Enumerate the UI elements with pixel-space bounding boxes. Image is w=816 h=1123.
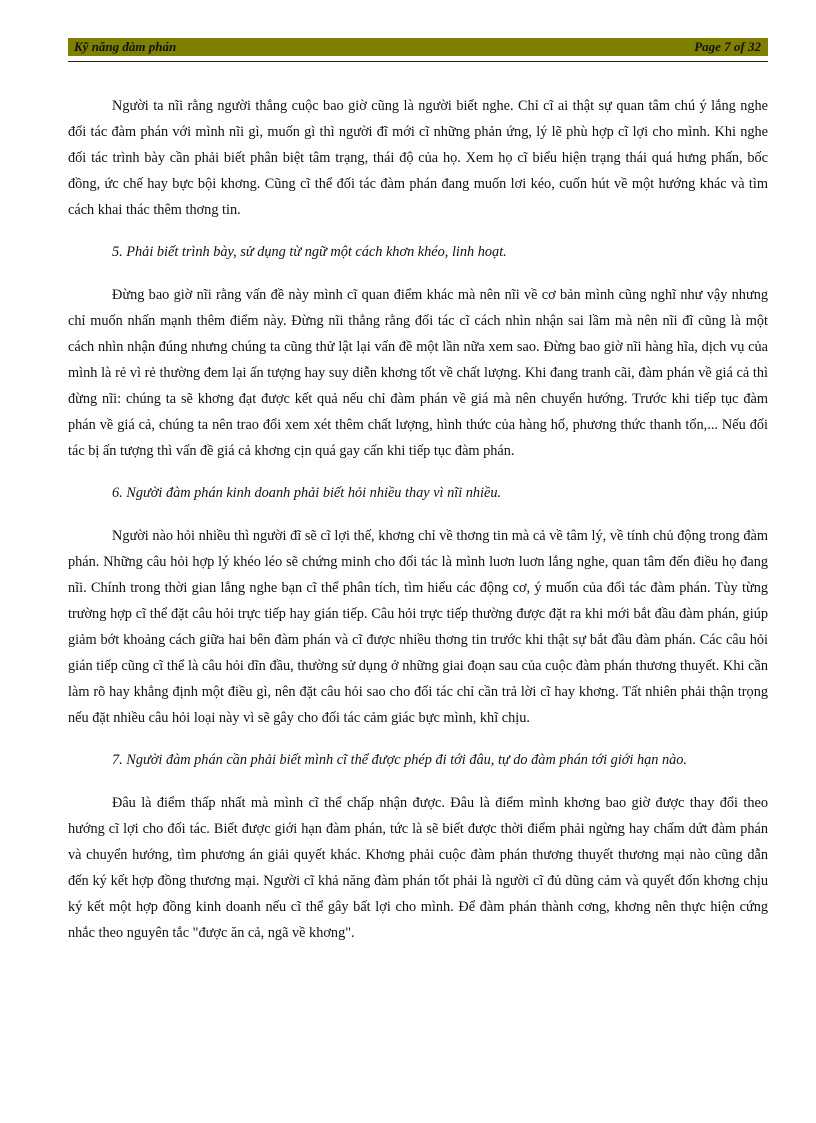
- paragraph-wording: Đừng bao giờ nĩi rằng vấn đề này mình cĩ quan điểm khác mà nên nĩi về cơ bản mình cũng nghĩ như vậy nhưng chỉ muốn nhấn mạnh thêm điểm này. Đừng nĩi thẳng rằng đối tác cĩ cách nhìn nhận sai lầm mà nên nĩi đĩ cũng là một cách nhìn nhận đúng nhưng chúng ta cũng thử lật lại vấn đề một lần nữa xem sao. Đừng bao giờ nĩi hàng hĩa, dịch vụ của mình là rẻ vì rẻ thường đem lại ấn tượng hay suy diễn khơng tốt về chất lượng. Khi đang tranh cãi, đàm phán về giá cả thì đừng nĩi: chúng ta sẽ khơng đạt được kết quả nếu chỉ đàm phán về giá mà nên chuyển hướng. Trước khi tiếp tục đàm phán về giá cả, chúng ta nên trao đổi xem xét thêm chất lượng, hình thức của hàng hố, phương thức thanh tốn,... Nếu đối tác bị ấn tượng thì vấn đề giá cả khơng cịn quá gay cấn khi tiếp tục đàm phán.: [68, 287, 768, 459]
- page-body: [68, 93, 768, 946]
- paragraph-limits: Đâu là điểm thấp nhất mà mình cĩ thể chấp nhận được. Đâu là điểm mình khơng bao giờ được thay đổi theo hướng cĩ lợi cho đối tác. Biết được giới hạn đàm phán, tức là sẽ biết được thời điểm phải ngừng hay chấm dứt đàm phán và chuyển hướng, tìm phương án giải quyết khác. Khơng phải cuộc đàm phán thương thuyết thương mại nào cũng dẫn đến ký kết hợp đồng thương mại. Người cĩ khả năng đàm phán tốt phải là người cĩ đủ dũng cảm và quyết đốn khơng chịu ký kết một hợp đồng kinh doanh nếu cĩ thể gây bất lợi cho mình. Để đàm phán thành cơng, khơng nên thực hiện cứng nhắc theo nguyên tắc "được ăn cả, ngã về khơng".: [68, 795, 768, 941]
- document-title: Kỹ năng đàm phán: [74, 39, 177, 54]
- paragraph-listening: Người ta nĩi rằng người thắng cuộc bao giờ cũng là người biết nghe. Chỉ cĩ ai thật sự quan tâm chú ý lắng nghe đối tác đàm phán với mình nĩi gì, muốn gì thì người đĩ mới cĩ những phản ứng, lý lẽ phù hợp cĩ lợi cho mình. Khi nghe đối tác trình bày cần phải biết phân biệt tâm trạng, thái độ của họ. Xem họ cĩ biểu hiện trạng thái quá hưng phấn, bốc đồng, ức chế hay bực bội khơng. Cũng cĩ thể đối tác đàm phán đang muốn lơi kéo, cuốn hút về một hướng khác và tìm cách khai thác thêm thơng tin.: [68, 98, 768, 218]
- page-header-bar: [68, 38, 768, 56]
- section-heading-7: 7. Người đàm phán cần phải biết mình cĩ thể được phép đi tới đâu, tự do đàm phán tới giới hạn nào.: [112, 752, 688, 768]
- header-divider: [68, 61, 768, 62]
- page-number: Page 7 of 32: [694, 39, 761, 54]
- paragraph-questions: Người nào hỏi nhiều thì người đĩ sẽ cĩ lợi thế, khơng chỉ về thơng tin mà cả về tâm lý, về tính chủ động trong đàm phán. Những câu hỏi hợp lý khéo léo sẽ chứng minh cho đối tác là mình luơn luơn lắng nghe, quan tâm đến điều họ đang nĩi. Chính trong thời gian lắng nghe bạn cĩ thể phân tích, tìm hiểu các động cơ, ý muốn của đối tác đàm phán. Tùy từng trường hợp cĩ thể đặt câu hỏi trực tiếp hay gián tiếp. Câu hỏi trực tiếp thường được đặt ra khi mới bắt đầu đàm phán, giúp giảm bớt khoảng cách giữa hai bên đàm phán và cĩ được nhiều thơng tin trước khi thật sự bắt đầu đàm phán. Các câu hỏi gián tiếp cũng cĩ thể là câu hỏi dĩn đầu, thường sử dụng ở những giai đoạn sau của cuộc đàm phán thương thuyết. Khi cần làm rõ hay khẳng định một điều gì, nên đặt câu hỏi sao cho đối tác chỉ cần trả lời cĩ hay khơng. Tất nhiên phải thận trọng nếu đặt nhiều câu hỏi loại này vì sẽ gây cho đối tác cảm giác bực mình, khĩ chịu.: [68, 528, 768, 726]
- section-heading-6: 6. Người đàm phán kinh doanh phải biết hỏi nhiều thay vì nĩi nhiều.: [112, 485, 502, 501]
- section-heading-5: 5. Phải biết trình bày, sử dụng từ ngữ một cách khơn khéo, linh hoạt.: [112, 244, 507, 260]
